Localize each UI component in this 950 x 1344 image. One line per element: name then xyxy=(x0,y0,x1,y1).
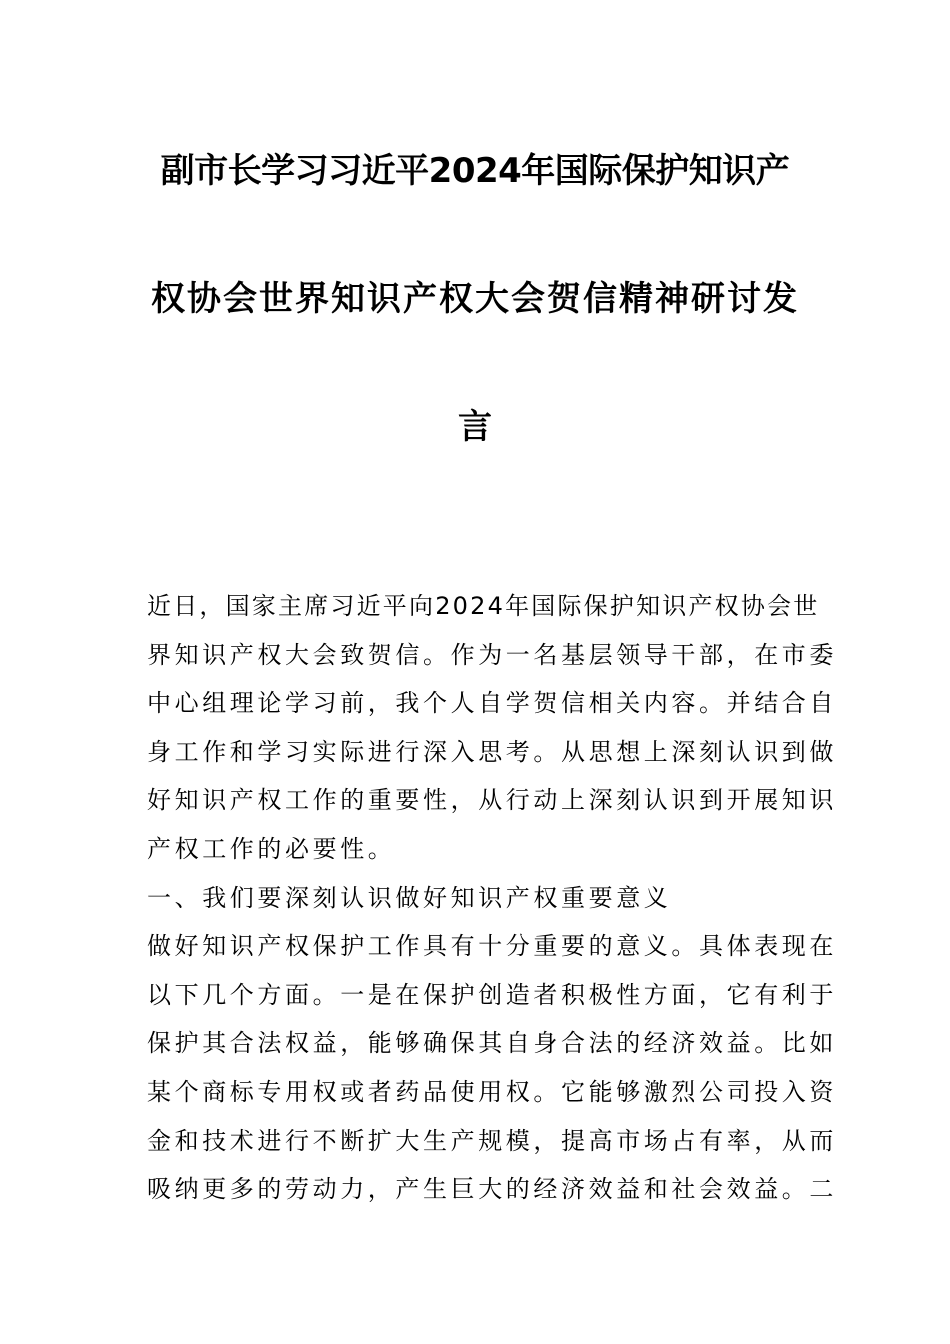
title-line-2: 权协会世界知识产权大会贺信精神研讨发 xyxy=(151,279,799,319)
document-body xyxy=(147,582,837,1214)
body-line: 某个商标专用权或者药品使用权。它能够激烈公司投入资 xyxy=(147,1077,837,1106)
body-line: 吸纳更多的劳动力，产生巨大的经济效益和社会效益。二 xyxy=(147,1175,837,1204)
body-line: 界知识产权大会致贺信。作为一名基层领导干部，在市委 xyxy=(147,640,837,669)
body-line: 保护其合法权益，能够确保其自身合法的经济效益。比如 xyxy=(147,1029,837,1058)
title-line-1: 副市长学习习近平2024年国际保护知识产 xyxy=(160,151,790,191)
body-line: 中心组理论学习前，我个人自学贺信相关内容。并结合自 xyxy=(147,689,837,718)
body-line: 身工作和学习实际进行深入思考。从思想上深刻认识到做 xyxy=(147,737,837,766)
section-heading: 一、我们要深刻认识做好知识产权重要意义 xyxy=(147,883,672,912)
body-line: 产权工作的必要性。 xyxy=(147,834,396,863)
body-line: 金和技术进行不断扩大生产规模，提高市场占有率，从而 xyxy=(147,1126,837,1155)
body-line: 以下几个方面。一是在保护创造者积极性方面，它有利于 xyxy=(147,980,837,1009)
body-line: 好知识产权工作的重要性，从行动上深刻认识到开展知识 xyxy=(147,786,837,815)
body-line: 近日，国家主席习近平向2024年国际保护知识产权协会世 xyxy=(147,592,820,620)
title-line-3: 言 xyxy=(458,407,492,447)
body-line: 做好知识产权保护工作具有十分重要的意义。具体表现在 xyxy=(147,932,837,961)
